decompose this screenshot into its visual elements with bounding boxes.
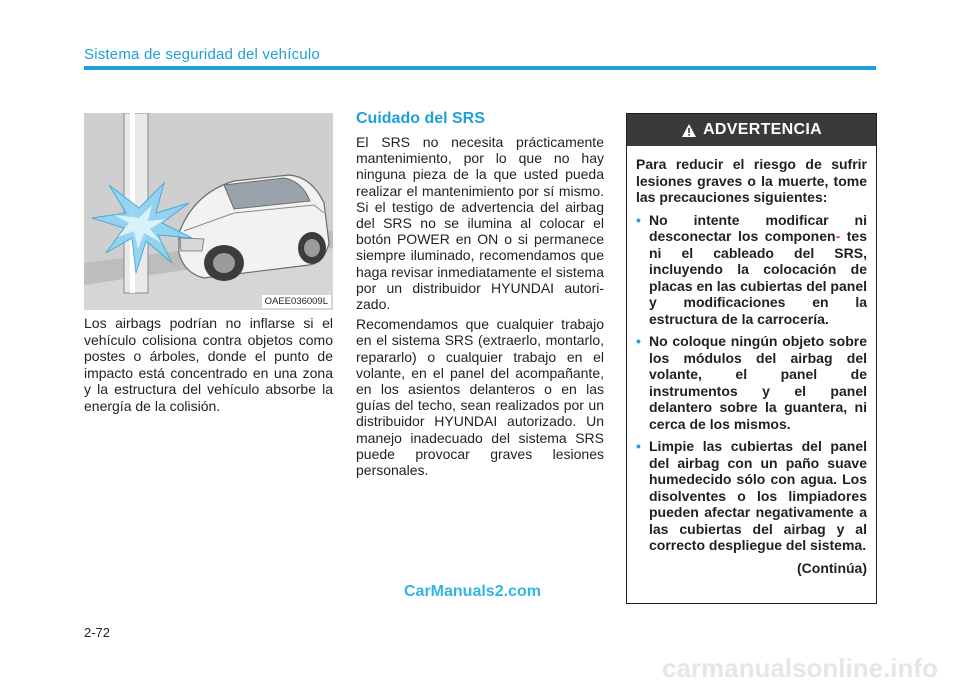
warning-triangle-icon (681, 123, 697, 138)
car-pole-drawing (84, 113, 333, 310)
watermark-link[interactable]: CarManuals2.com (404, 583, 541, 600)
section-body (356, 134, 604, 482)
paragraph-service: Recomendamos que cualquier trabajo en el sistema SRS (extraerlo, montarlo, repararlo) o cualquier trabajo en el volante, en el panel del acompañante, en los asientos delanteros o en las guías del techo, sean realizados por un distribuidor HYUNDAI autorizado. Un manejo inadecuado del sistema SRS puede provocar graves lesiones personales. (356, 316, 604, 479)
warning-item-3-text: Limpie las cubiertas del panel del airbag con un paño suave humedecido sólo con agua. Los disolventes o los limpiadores pueden afectar negativamente a las cubiertas del airbag y al correcto despliegue del sistema. (649, 438, 867, 553)
warning-item-2 (636, 333, 867, 432)
warning-intro: Para reducir el riesgo de sufrir lesiones graves o la muerte, tome las precauciones siguientes: (636, 156, 867, 205)
header-rule (84, 66, 876, 70)
warning-item-3 (636, 438, 867, 554)
warning-body (627, 146, 876, 576)
warning-box (626, 113, 877, 604)
paragraph-maintenance: El SRS no necesita prácticamente mantenimiento, por lo que no hay ninguna pieza de la que usted pueda realizar el mantenimiento por sí mismo. Si el testigo de advertencia del airbag del SRS no se ilumina al colocar el botón POWER en ON o si permanece siempre iluminado, recomendamos que haga revisar inmediatamente el sistema por un distribuidor HYUNDAI autori-zado. (356, 134, 604, 313)
running-header: Sistema de seguridad del vehículo (84, 46, 320, 63)
bullet-icon: • (636, 333, 641, 349)
bullet-icon: • (636, 211, 641, 228)
figure-caption-text: Los airbags podrían no inflarse si el vehículo colisiona contra objetos como postes o árboles, donde el punto de impacto está concentrado en una zona y la estructura del vehículo absorbe la energía de la colisión. (84, 315, 333, 414)
warning-title: ADVERTENCIA (703, 121, 822, 138)
page-number: 2-72 (84, 625, 111, 640)
warning-item-2-text: No coloque ningún objeto sobre los módulos del airbag del volante, el panel de instrumentos y el panel delantero sobre la guantera, ni cerca de los mismos. (649, 333, 867, 432)
warning-item-1-text-b: tes ni el cableado del SRS, incluyendo la colocación de placas en las cubiertas del panel y modificaciones en la estructura de la carrocería. (649, 228, 867, 327)
continued-label: (Continúa) (797, 559, 867, 576)
warning-item-1-hyphen: - (835, 228, 841, 244)
figure-code: OAEE036009L (262, 295, 331, 308)
section-title: Cuidado del SRS (356, 110, 485, 127)
watermark-site: carmanualsonline.info (662, 653, 938, 683)
warning-item-1-text-a: No intente modificar ni desconectar los componen (649, 211, 867, 244)
warning-header (627, 114, 876, 146)
bullet-icon: • (636, 438, 641, 454)
pole-collision-illustration (84, 113, 333, 310)
warning-item-1 (636, 212, 867, 328)
